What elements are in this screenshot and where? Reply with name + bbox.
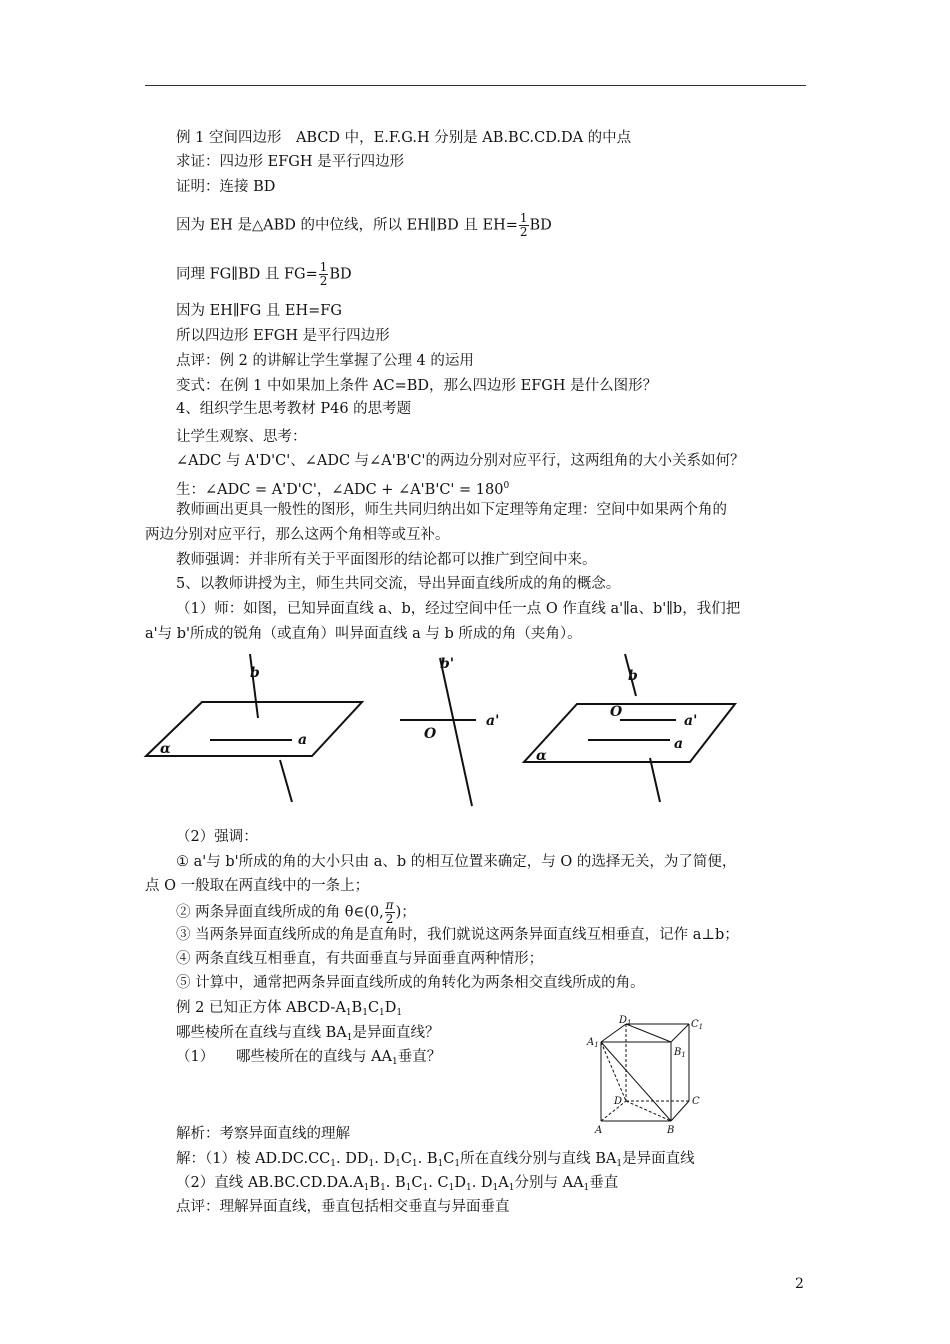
- example2-title: 例 2 已知正方体 ABCD-$A_1B_1C_1D_1$: [176, 1000, 403, 1018]
- emphasis-title: （2）强调：: [176, 829, 258, 845]
- label-a-prime-right: a': [684, 713, 698, 729]
- point-1-cont: 点 O 一般取在两直线中的一条上；: [145, 878, 370, 894]
- label-b: b: [250, 665, 260, 681]
- label-alpha: α: [160, 741, 171, 757]
- fraction-pi-over-2: $\frac{\pi}{2}$: [385, 898, 394, 926]
- point-4: ④ 两条直线互相垂直，有共面垂直与异面垂直两种情形；: [176, 951, 544, 967]
- page-number: 2: [795, 1276, 804, 1292]
- label-a-prime: a': [486, 713, 500, 729]
- point-5: ⑤ 计算中，通常把两条异面直线所成的角转化为两条相交直线所成的角。: [176, 975, 645, 991]
- definition-line-1: （1）师：如图，已知异面直线 a、b，经过空间中任一点 O 作直线 a'∥a、b'∥b，我们把: [176, 601, 741, 617]
- angle-question: ∠ADC 与 A'D'C'、∠ADC 与∠A'B'C'的两边分别对应平行，这两组角的大小关系如何？: [176, 453, 745, 469]
- label-A: A: [595, 1125, 603, 1136]
- header-rule: [145, 85, 806, 86]
- proof-line-6: 因为 EH∥FG 且 EH=FG: [176, 303, 342, 319]
- solution-1: 解：（1）棱 $AD.DC.CC_1$. $DD_1$. $D_1C_1$. $B_1C_1$所在直线分别与直线 $BA_1$是异面直线: [176, 1151, 695, 1169]
- section-5: 5、以教师讲授为主，师生共同交流，导出异面直线所成的角的概念。: [176, 576, 621, 592]
- definition-line-2: a'与 b'所成的锐角（或直角）叫异面直线 a 与 b 所成的角（夹角）。: [145, 626, 582, 642]
- solution-2: （2）直线 $AB.BC.CD.DA.A_1B_1$. $B_1C_1$. $C_1D_1$. $D_1A_1$分别与 $AA_1$垂直: [176, 1175, 619, 1193]
- label-B1: $B_1$: [674, 1047, 686, 1059]
- label-a-right: a: [674, 736, 684, 752]
- point-3: ③ 当两条异面直线所成的角是直角时，我们就说这两条异面直线互相垂直，记作 a⊥b；: [176, 927, 739, 943]
- line-b-lower: [280, 760, 292, 802]
- point-2: ② 两条异面直线所成的角 θ∈(0, $\frac{\pi}{2}$ )；: [176, 898, 416, 926]
- diagonal-A1D: [601, 1042, 626, 1101]
- label-O-right: O: [610, 704, 623, 720]
- skew-lines-figure: [140, 652, 820, 812]
- theorem-line-1: 教师画出更具一般性的图形，师生共同归纳出如下定理等角定理：空间中如果两个角的: [176, 502, 727, 518]
- line-b-prime: [440, 658, 472, 806]
- label-b-right: b: [628, 668, 638, 684]
- comment-2: 点评：理解异面直线，垂直包括相交垂直与异面垂直: [176, 1199, 510, 1215]
- label-alpha-right: α: [536, 748, 547, 764]
- label-C: C: [692, 1096, 700, 1107]
- section-4: 4、组织学生思考教材 P46 的思考题: [176, 401, 412, 417]
- diagonal-D1B1: [626, 1024, 671, 1042]
- cube-figure: [585, 1015, 715, 1139]
- label-B: B: [667, 1125, 675, 1136]
- example2-question-2: （1） 哪些棱所在的直线与 $AA_1$垂直？: [176, 1049, 442, 1067]
- student-answer: 生：∠ADC = A'D'C'，∠ADC + ∠A'B'C' = $180^0$: [176, 481, 510, 498]
- line-b-upper: [250, 654, 258, 718]
- label-O: O: [424, 726, 437, 742]
- teacher-emphasis: 教师强调：并非所有关于平面图形的结论都可以推广到空间中来。: [176, 552, 597, 568]
- proof-line-eh: 因为 EH 是△ABD 的中位线，所以 EH∥BD 且 EH= $\frac{1}{2}$ BD: [176, 211, 552, 239]
- label-A1: $A_1$: [587, 1037, 599, 1049]
- diagonal-A1B: [601, 1042, 671, 1121]
- label-C1: $C_1$: [691, 1019, 704, 1031]
- example1-title: 例 1 空间四边形 ABCD 中，E.F.G.H 分别是 AB.BC.CD.DA 的中点: [176, 130, 632, 146]
- prove-statement: 求证：四边形 EFGH 是平行四边形: [176, 154, 405, 170]
- edge-BC: [671, 1101, 689, 1121]
- example2-question-1: 哪些棱所在直线与直线 $BA_1$是异面直线？: [176, 1025, 440, 1043]
- line-b-lower-right: [650, 758, 660, 802]
- proof-line-fg: 同理 FG∥BD 且 FG= $\frac{1}{2}$ BD: [176, 260, 352, 288]
- edge-B1C1: [671, 1024, 689, 1042]
- analysis: 解析：考察异面直线的理解: [176, 1126, 350, 1142]
- theorem-line-2: 两边分别对应平行，那么这两个角相等或互补。: [145, 527, 450, 543]
- fraction-half: $\frac{1}{2}$: [519, 211, 528, 239]
- variation: 变式：在例 1 中如果加上条件 AC=BD，那么四边形 EFGH 是什么图形？: [176, 378, 658, 394]
- observe-line: 让学生观察、思考：: [176, 429, 307, 445]
- plane-alpha-right: [524, 704, 735, 762]
- label-a: a: [298, 732, 308, 748]
- diagonal-DB: [626, 1101, 671, 1121]
- comment-1: 点评：例 2 的讲解让学生掌握了公理 4 的运用: [176, 353, 474, 369]
- plane-alpha: [146, 702, 362, 756]
- proof-start: 证明：连接 BD: [176, 179, 276, 195]
- fraction-half: $\frac{1}{2}$: [319, 260, 328, 288]
- proof-conclusion: 所以四边形 EFGH 是平行四边形: [176, 328, 390, 344]
- label-D1: $D_1$: [619, 1015, 632, 1027]
- label-b-prime: b': [440, 656, 455, 672]
- edge-A1D1: [601, 1024, 626, 1042]
- point-1: ① a'与 b'所成的角的大小只由 a、b 的相互位置来确定，与 O 的选择无关，为了简便，: [176, 854, 737, 870]
- label-D: D: [614, 1096, 623, 1107]
